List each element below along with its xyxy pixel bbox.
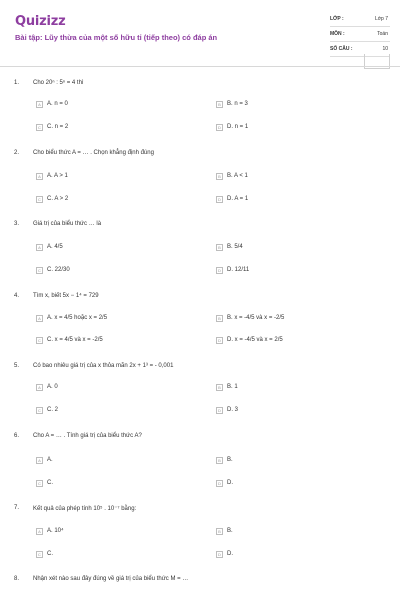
option-d[interactable] <box>216 265 249 275</box>
option-b[interactable] <box>216 382 238 392</box>
option-d[interactable] <box>216 335 283 345</box>
option-text: D. 12/11 <box>227 267 250 273</box>
option-a[interactable] <box>36 313 107 323</box>
option-d[interactable] <box>216 194 248 204</box>
option-letter-box: B <box>216 528 223 535</box>
option-letter-box: B <box>216 457 223 464</box>
option-letter-box: A <box>36 173 43 180</box>
option-text: A. 4/5 <box>47 244 63 250</box>
option-a[interactable] <box>36 171 68 181</box>
option-c[interactable] <box>36 265 70 275</box>
option-text: A. 0 <box>47 384 58 390</box>
option-letter-box: D <box>216 267 223 274</box>
meta-value: Toán <box>377 31 388 37</box>
option-letter-box: B <box>216 101 223 108</box>
option-letter-box: C <box>36 267 43 274</box>
question-text: Tìm x, biết 5x − 1⁴ = 729 <box>33 293 99 299</box>
option-c[interactable] <box>36 478 53 488</box>
option-letter-box: D <box>216 407 223 414</box>
meta-value: 10 <box>382 46 388 52</box>
option-letter-box: C <box>36 124 43 131</box>
option-text: D. n = 1 <box>227 124 249 130</box>
option-a[interactable] <box>36 526 64 536</box>
option-text: D. <box>227 551 233 557</box>
option-letter-box: B <box>216 315 223 322</box>
question-number: 7. <box>14 505 20 511</box>
option-letter-box: C <box>36 480 43 487</box>
option-text: B. A < 1 <box>227 173 248 179</box>
option-d[interactable] <box>216 122 248 132</box>
option-text: C. 22/30 <box>47 267 70 273</box>
option-text: C. <box>47 551 53 557</box>
question-number: 6. <box>14 433 20 439</box>
meta-row-subject <box>330 27 390 42</box>
option-letter-box: B <box>216 384 223 391</box>
option-letter-box: A <box>36 384 43 391</box>
option-text: D. 3 <box>227 407 239 413</box>
quizizz-logo: Quizizz <box>15 14 66 29</box>
option-letter-box: B <box>216 244 223 251</box>
option-text: B. n = 3 <box>227 101 248 107</box>
question-text: Giá trị của biểu thức … là <box>33 221 102 227</box>
option-letter-box: C <box>36 407 43 414</box>
option-text: C. 2 <box>47 407 59 413</box>
option-text: A. 10⁴ <box>47 528 64 534</box>
question-text: Cho A = … . Tính giá trị của biểu thức A? <box>33 433 142 439</box>
option-b[interactable] <box>216 526 233 536</box>
question-number: 8. <box>14 576 20 582</box>
question-number: 5. <box>14 363 20 369</box>
option-b[interactable] <box>216 455 233 465</box>
option-letter-box: A <box>36 315 43 322</box>
option-text: D. <box>227 480 233 486</box>
option-a[interactable] <box>36 455 53 465</box>
question-text: Có bao nhiêu giá trị của x thỏa mãn 2x + 1³ = - 0,001 <box>33 363 174 369</box>
option-text: A. <box>47 457 53 463</box>
option-b[interactable] <box>216 242 243 252</box>
option-a[interactable] <box>36 99 68 109</box>
meta-key: SỐ CÂU : <box>330 46 353 52</box>
option-text: B. <box>227 457 233 463</box>
meta-table <box>330 12 390 58</box>
meta-key: LỚP : <box>330 16 344 22</box>
option-b[interactable] <box>216 99 248 109</box>
meta-key: MÔN : <box>330 31 345 37</box>
option-letter-box: D <box>216 551 223 558</box>
question-text: Kết quả của phép tính 10⁵ . 10⁻⁷ bằng: <box>33 506 137 512</box>
option-letter-box: C <box>36 337 43 344</box>
option-c[interactable] <box>36 335 103 345</box>
option-d[interactable] <box>216 405 238 415</box>
option-letter-box: C <box>36 551 43 558</box>
option-letter-box: A <box>36 244 43 251</box>
option-text: D. A = 1 <box>227 196 249 202</box>
meta-value: Lớp 7 <box>374 16 388 22</box>
option-text: A. x = 4/5 hoặc x = 2/5 <box>47 315 108 321</box>
option-text: A. A > 1 <box>47 173 68 179</box>
option-c[interactable] <box>36 405 58 415</box>
option-letter-box: D <box>216 337 223 344</box>
option-letter-box: D <box>216 480 223 487</box>
option-a[interactable] <box>36 242 63 252</box>
worksheet-title: Bài tập: Lũy thừa của một số hữu tỉ (tiếp theo) có đáp án <box>15 33 218 42</box>
option-a[interactable] <box>36 382 58 392</box>
option-c[interactable] <box>36 194 68 204</box>
option-text: B. 1 <box>227 384 238 390</box>
option-c[interactable] <box>36 122 68 132</box>
question-text: Nhận xét nào sau đây đúng về giá trị của biểu thức M = … <box>33 576 189 582</box>
option-letter-box: B <box>216 173 223 180</box>
question-number: 2. <box>14 150 20 156</box>
question-number: 4. <box>14 293 20 299</box>
option-letter-box: A <box>36 101 43 108</box>
option-text: C. x = 4/5 và x = -2/5 <box>47 337 103 343</box>
header-divider <box>0 66 400 67</box>
option-c[interactable] <box>36 549 53 559</box>
option-letter-box: A <box>36 457 43 464</box>
question-text: Cho biểu thức A = … . Chọn khẳng định đúng <box>33 150 154 156</box>
question-number: 3. <box>14 221 20 227</box>
option-b[interactable] <box>216 313 284 323</box>
question-number: 1. <box>14 80 20 86</box>
option-text: B. 5/4 <box>227 244 243 250</box>
option-text: B. <box>227 528 233 534</box>
option-text: C. n = 2 <box>47 124 69 130</box>
option-letter-box: C <box>36 196 43 203</box>
option-text: D. x = -4/5 và x = 2/5 <box>227 337 283 343</box>
option-text: C. <box>47 480 53 486</box>
option-letter-box: A <box>36 528 43 535</box>
option-text: C. A > 2 <box>47 196 69 202</box>
option-b[interactable] <box>216 171 248 181</box>
option-text: A. n = 0 <box>47 101 68 107</box>
meta-row-class <box>330 12 390 27</box>
question-text: Cho 20ⁿ : 5ⁿ = 4 thì <box>33 80 84 86</box>
option-d[interactable] <box>216 478 233 488</box>
option-d[interactable] <box>216 549 233 559</box>
option-letter-box: D <box>216 196 223 203</box>
option-text: B. x = -4/5 và x = -2/5 <box>227 315 285 321</box>
option-letter-box: D <box>216 124 223 131</box>
